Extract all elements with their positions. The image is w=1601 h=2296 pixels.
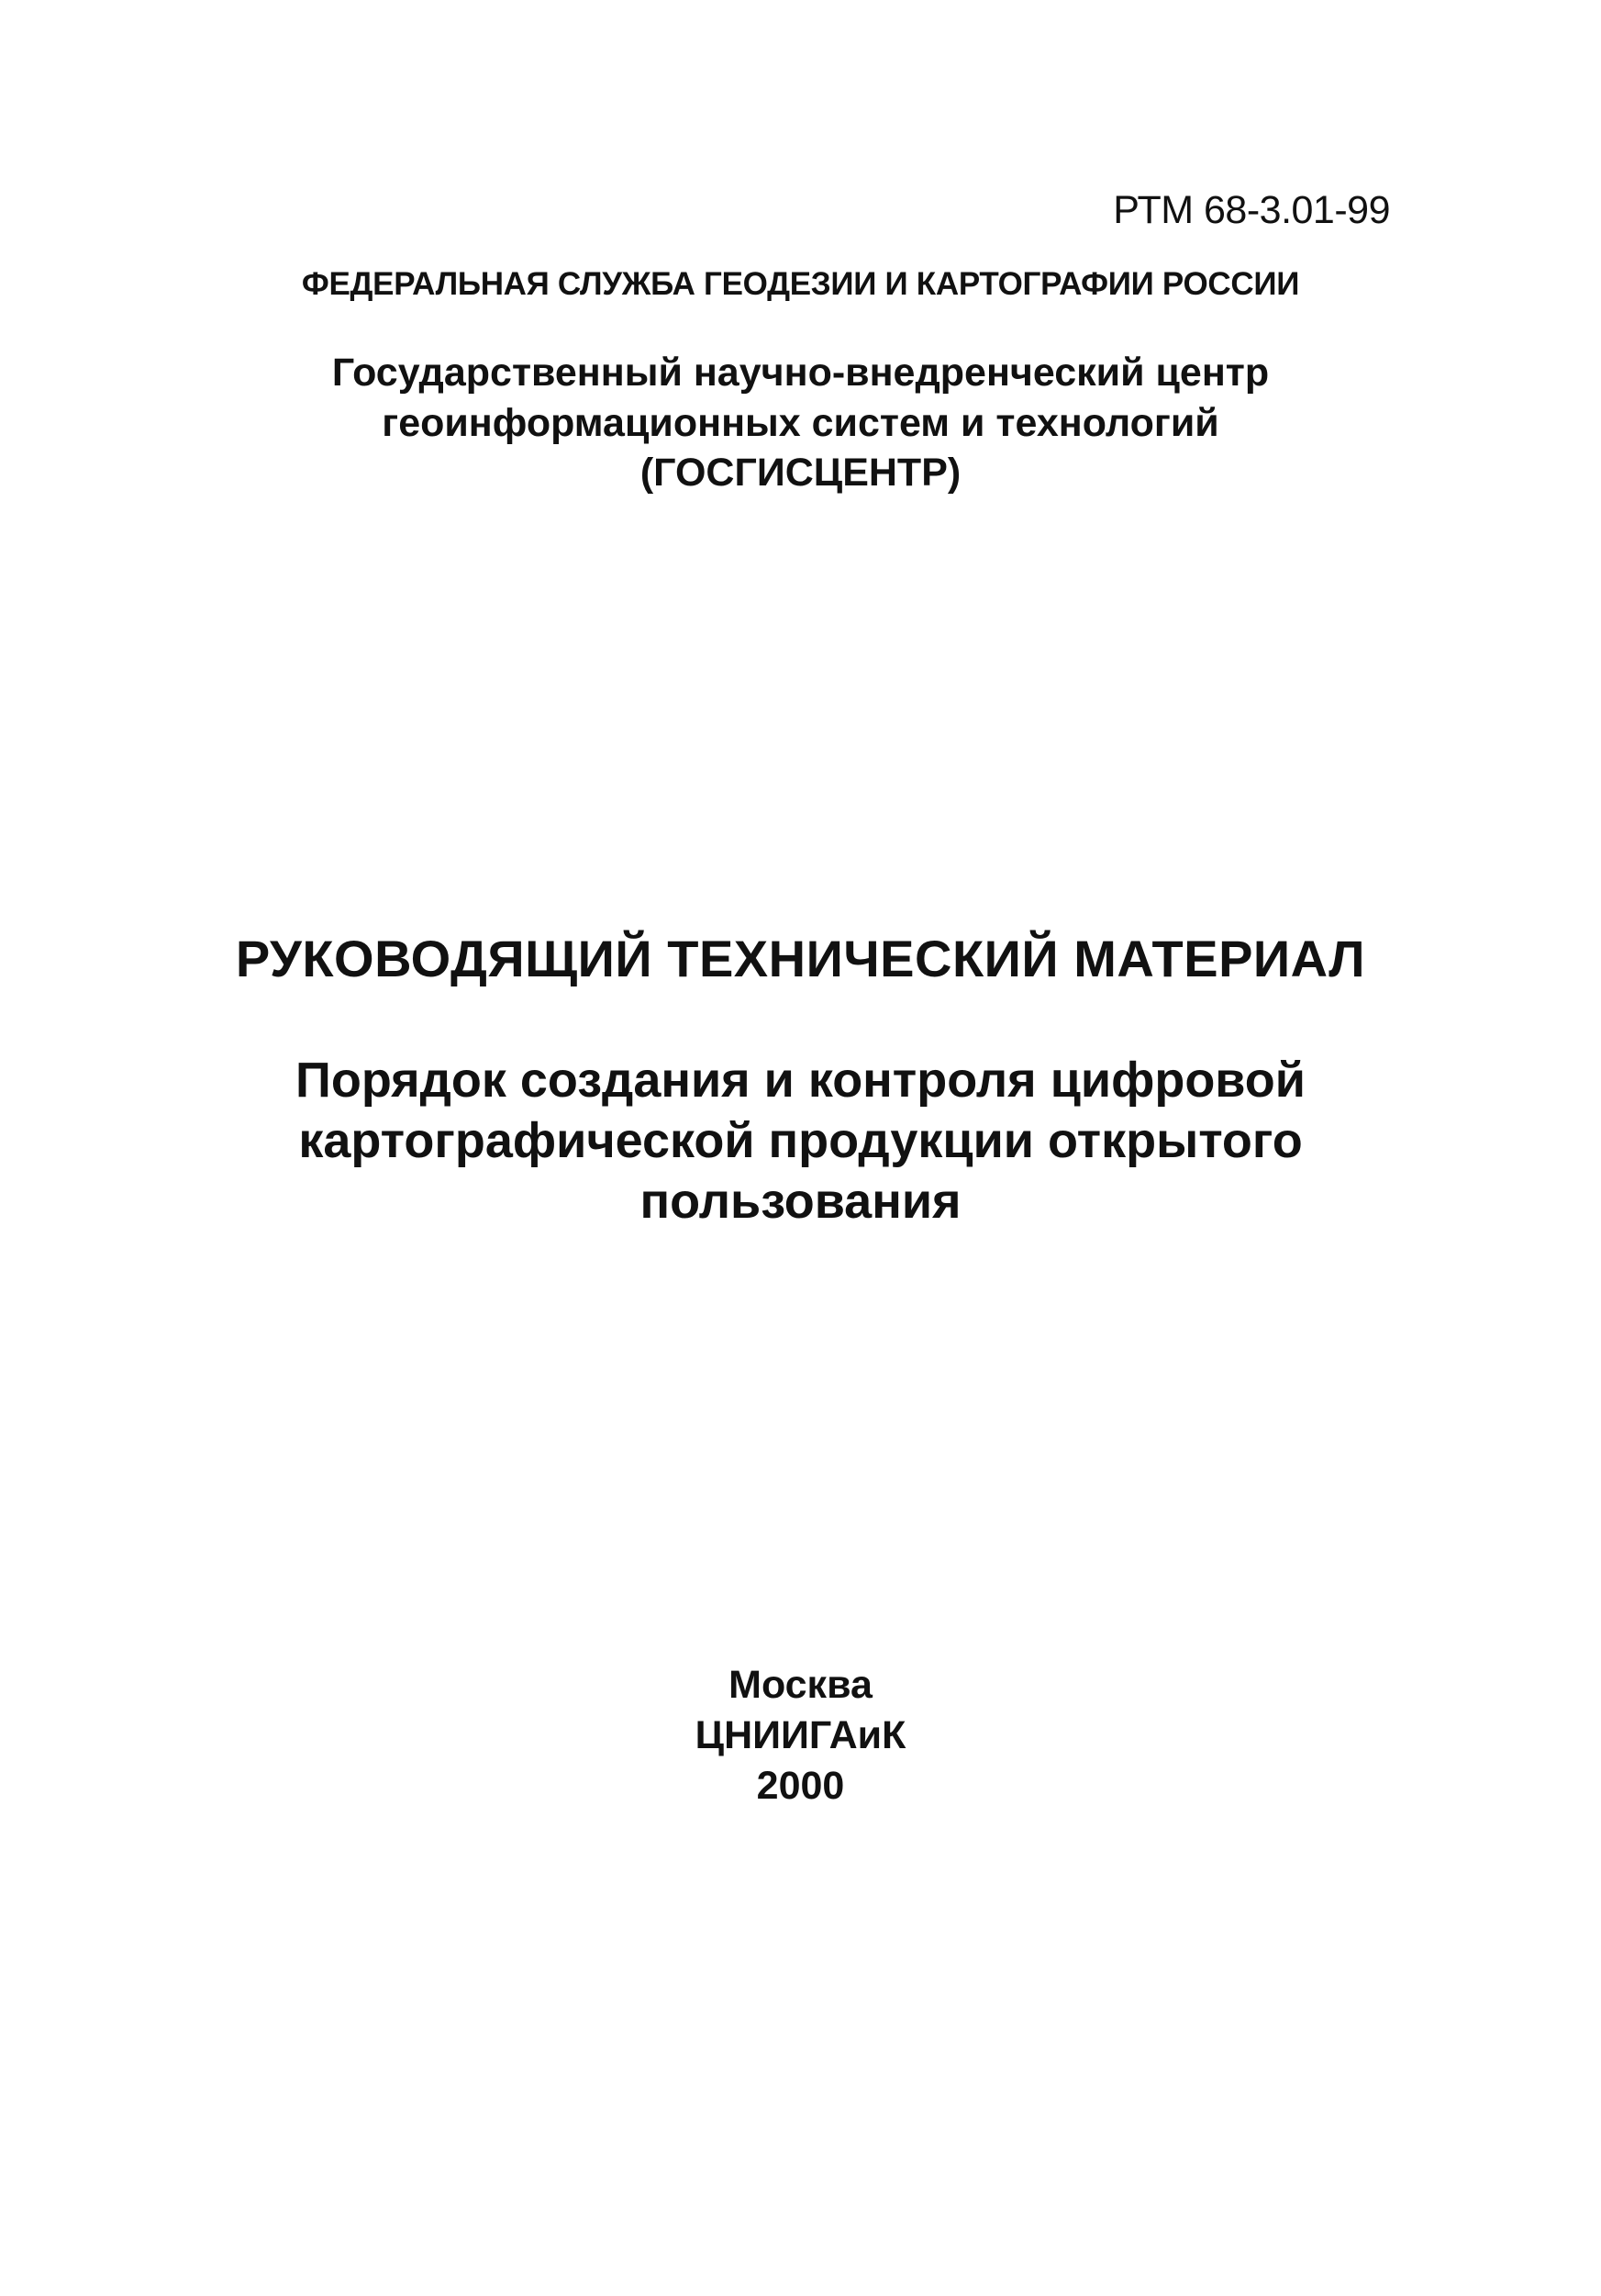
document-title-line-1: Порядок создания и контроля цифровой — [295, 1053, 1306, 1108]
imprint-year: 2000 — [756, 1764, 845, 1808]
center-name-line-2: геоинформационных систем и технологий — [382, 401, 1219, 445]
center-name-line-1: Государственный научно-внедренческий центр — [331, 351, 1270, 395]
document-title-line-2: картографической продукции открытого — [298, 1113, 1303, 1168]
imprint-publisher: ЦНИИГАиК — [695, 1713, 906, 1757]
document-title-line-3: пользования — [639, 1174, 962, 1229]
agency-name: ФЕДЕРАЛЬНАЯ СЛУЖБА ГЕОДЕЗИИ И КАРТОГРАФИИ РОССИИ — [301, 266, 1300, 302]
imprint-city: Москва — [728, 1663, 873, 1707]
document-code: РТМ 68-3.01-99 — [1113, 188, 1390, 232]
center-abbreviation: (ГОСГИСЦЕНТР) — [639, 451, 962, 495]
document-type: РУКОВОДЯЩИЙ ТЕХНИЧЕСКИЙ МАТЕРИАЛ — [235, 930, 1366, 987]
